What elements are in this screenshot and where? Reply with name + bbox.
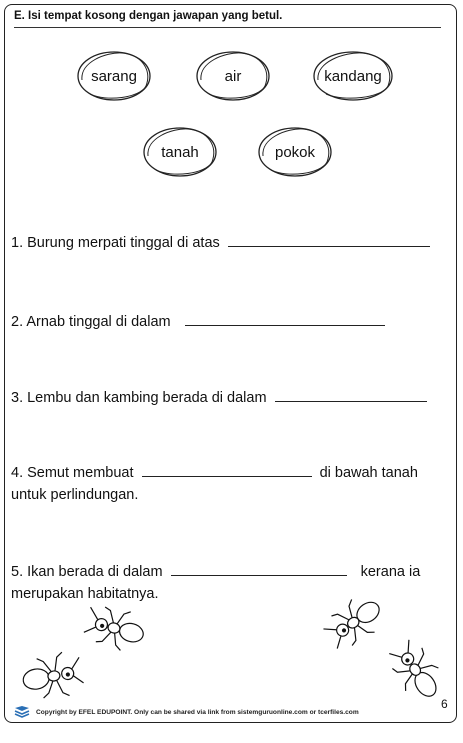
- copyright-text: Copyright by EFEL EDUPOINT. Only can be shared via link from sistemguruonline.com or tcerfiles.com: [36, 708, 359, 716]
- ant-icon: [20, 589, 450, 706]
- question-text-after: kerana ia: [360, 564, 421, 580]
- question-text-line2: merupakan habitatnya.: [11, 586, 159, 602]
- question-text: 4. Semut membuat: [11, 465, 134, 481]
- book-stack-icon: [14, 706, 30, 718]
- instruction-heading: E. Isi tempat kosong dengan jawapan yang betul.: [14, 10, 283, 22]
- question-text: 3. Lembu dan kambing berada di dalam: [11, 390, 267, 406]
- word-label: pokok: [274, 143, 316, 161]
- page-number: 6: [441, 697, 448, 711]
- word-label: tanah: [161, 143, 199, 161]
- question-text: 5. Ikan berada di dalam: [11, 564, 163, 580]
- question-text: 1. Burung merpati tinggal di atas: [11, 235, 220, 251]
- question-text-line2: untuk perlindungan.: [11, 487, 139, 503]
- copyright-footer: [14, 706, 359, 718]
- word-label: kandang: [324, 67, 382, 85]
- question-text: 2. Arnab tinggal di dalam: [11, 314, 171, 330]
- word-label: air: [224, 67, 242, 85]
- word-label: sarang: [91, 67, 137, 85]
- question-text-after: di bawah tanah: [319, 465, 418, 481]
